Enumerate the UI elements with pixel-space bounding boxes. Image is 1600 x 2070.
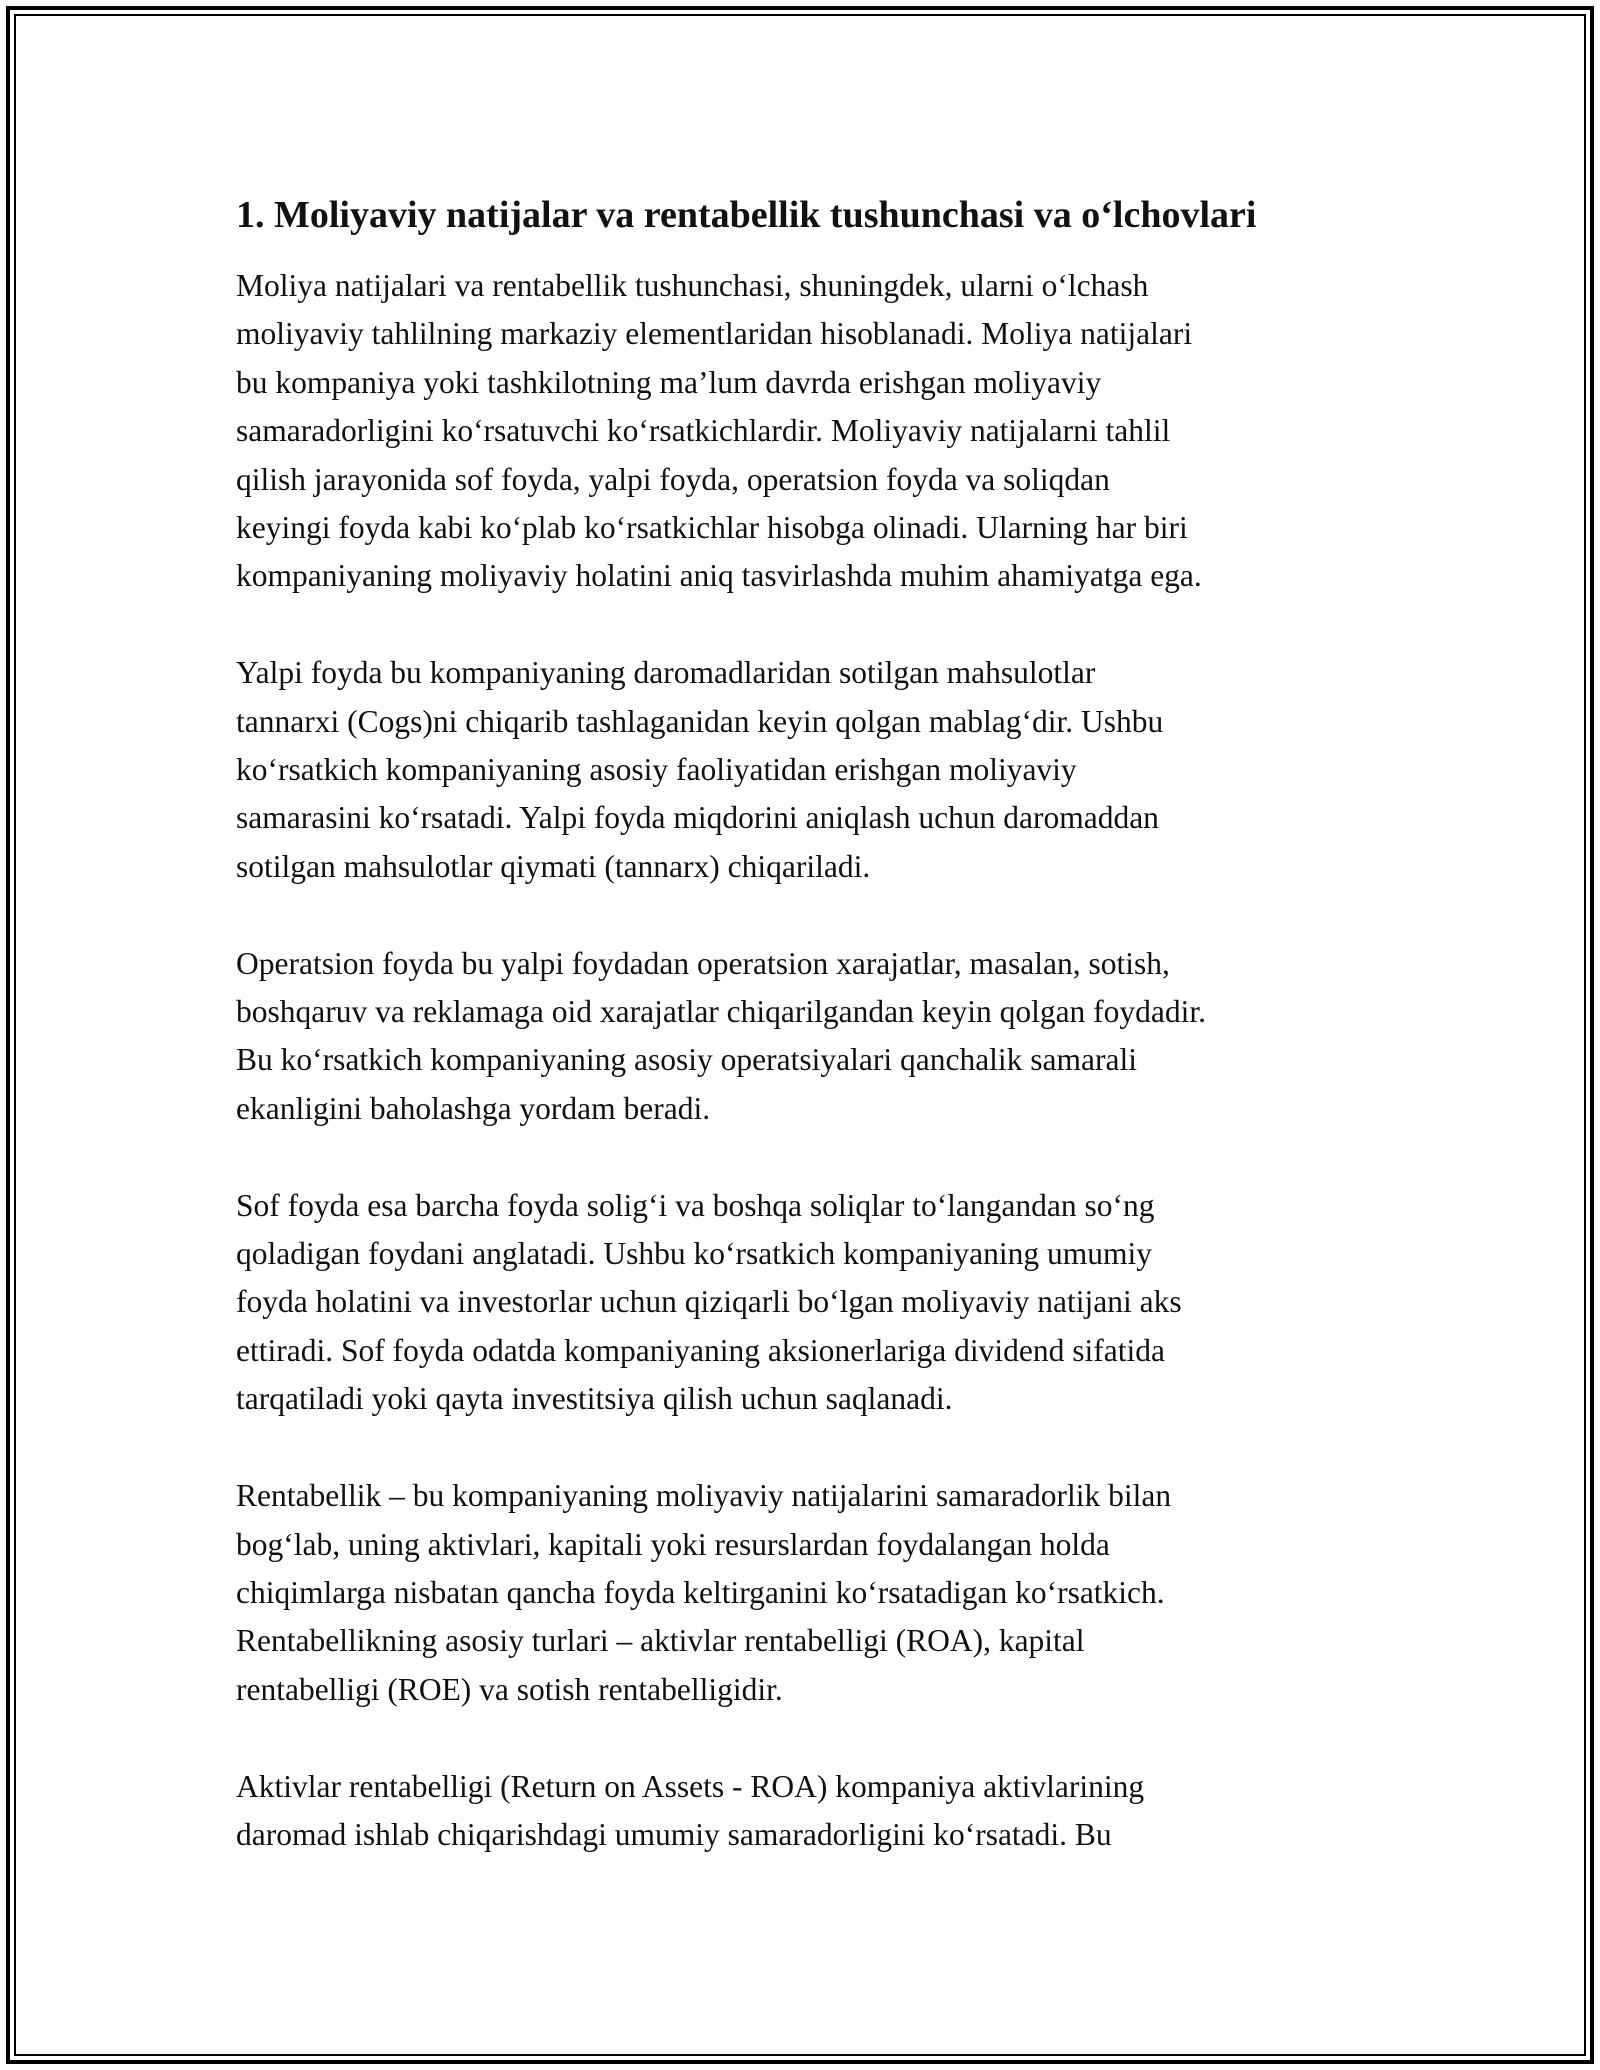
text-line: Aktivlar rentabelligi (Return on Assets - ROA) kompaniya aktivlarining [236, 1768, 1145, 1804]
text-line: samaradorligini ko‘rsatuvchi ko‘rsatkichlardir. Moliyaviy natijalarni tahlil [236, 413, 1171, 449]
text-line: Yalpi foyda bu kompaniyaning daromadlaridan sotilgan mahsulotlar [236, 655, 1096, 691]
text-line: daromad ishlab chiqarishdagi umumiy samaradorligini ko‘rsatadi. Bu [236, 1816, 1112, 1852]
paragraph-net-profit [236, 1182, 1366, 1424]
text-line: tarqatiladi yoki qayta investitsiya qilish uchun saqlanadi. [236, 1381, 953, 1417]
text-line: ko‘rsatkich kompaniyaning asosiy faoliyatidan erishgan moliyaviy [236, 752, 1077, 788]
text-line: keyingi foyda kabi ko‘plab ko‘rsatkichlar hisobga olinadi. Ularning har biri [236, 510, 1188, 546]
text-line: boshqaruv va reklamaga oid xarajatlar chiqarilgandan keyin qolgan foydadir. [236, 994, 1207, 1030]
text-line: ettiradi. Sof foyda odatda kompaniyaning aksionerlariga dividend sifatida [236, 1332, 1165, 1368]
paragraph-operating-profit [236, 940, 1366, 1134]
text-line: Moliya natijalari va rentabellik tushunchasi, shuningdek, ularni o‘lchash [236, 268, 1149, 303]
text-line: kompaniyaning moliyaviy holatini aniq tasvirlashda muhim ahamiyatga ega. [236, 558, 1202, 594]
text-line: sotilgan mahsulotlar qiymati (tannarx) chiqariladi. [236, 848, 871, 884]
paragraph-profitability [236, 1472, 1366, 1714]
text-line: Sof foyda esa barcha foyda solig‘i va boshqa soliqlar to‘langandan so‘ng [236, 1187, 1155, 1223]
text-line: moliyaviy tahlilning markaziy elementlaridan hisoblanadi. Moliya natijalari [236, 316, 1193, 352]
text-line: Rentabellik – bu kompaniyaning moliyaviy natijalarini samaradorlik bilan [236, 1478, 1172, 1514]
paragraph-gross-profit [236, 649, 1366, 891]
text-line: tannarxi (Cogs)ni chiqarib tashlaganidan keyin qolgan mablag‘dir. Ushbu [236, 703, 1164, 739]
text-line: bog‘lab, uning aktivlari, kapitali yoki resurslardan foydalangan holda [236, 1526, 1110, 1562]
paragraph-roa [236, 1763, 1366, 1860]
text-line: Operatsion foyda bu yalpi foydadan operatsion xarajatlar, masalan, sotish, [236, 945, 1170, 981]
text-line: rentabelligi (ROE) va sotish rentabelligidir. [236, 1671, 783, 1707]
text-line: bu kompaniya yoki tashkilotning ma’lum davrda erishgan moliyaviy [236, 364, 1102, 400]
text-line: foyda holatini va investorlar uchun qiziqarli bo‘lgan moliyaviy natijani aks [236, 1284, 1182, 1320]
text-line: qoladigan foydani anglatadi. Ushbu ko‘rsatkich kompaniyaning umumiy [236, 1236, 1152, 1272]
text-line: samarasini ko‘rsatadi. Yalpi foyda miqdorini aniqlash uchun daromaddan [236, 800, 1159, 836]
text-line: qilish jarayonida sof foyda, yalpi foyda, operatsion foyda va soliqdan [236, 461, 1110, 497]
text-line: chiqimlarga nisbatan qancha foyda keltirganini ko‘rsatadigan ko‘rsatkich. [236, 1574, 1165, 1610]
text-line: ekanligini baholashga yordam beradi. [236, 1090, 711, 1126]
paragraph-intro [236, 262, 1366, 601]
text-line: Bu ko‘rsatkich kompaniyaning asosiy operatsiyalari qanchalik samarali [236, 1042, 1137, 1078]
text-line: Rentabellikning asosiy turlari – aktivlar rentabelligi (ROA), kapital [236, 1623, 1085, 1659]
document-body [236, 190, 1366, 1908]
section-heading: 1. Moliyaviy natijalar va rentabellik tushunchasi va o‘lchovlari [236, 194, 1257, 236]
